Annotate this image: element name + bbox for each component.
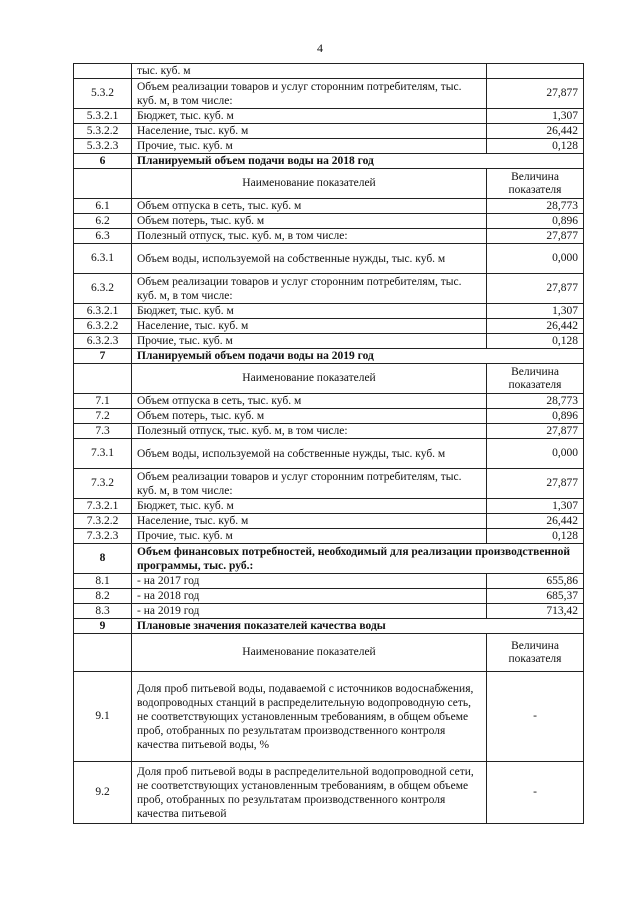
section-title: Планируемый объем подачи воды на 2019 год — [132, 349, 584, 364]
indicator-value: 28,773 — [487, 394, 584, 409]
section-row — [74, 619, 584, 634]
indicator-name: Объем реализации товаров и услуг сторонним потребителям, тыс. куб. м, в том числе: — [132, 274, 487, 304]
table-row — [74, 64, 584, 79]
row-number: 6.3.2.1 — [74, 304, 132, 319]
row-number: 6.2 — [74, 214, 132, 229]
row-number: 5.3.2 — [74, 79, 132, 109]
indicator-value: 27,877 — [487, 274, 584, 304]
indicator-value: 26,442 — [487, 319, 584, 334]
table-row — [74, 604, 584, 619]
column-header-value: Величина показателя — [487, 169, 584, 199]
indicator-name: Прочие, тыс. куб. м — [132, 139, 487, 154]
row-number: 7.1 — [74, 394, 132, 409]
indicator-name: Прочие, тыс. куб. м — [132, 334, 487, 349]
indicator-value: 1,307 — [487, 499, 584, 514]
indicator-value: 0,000 — [487, 244, 584, 274]
indicator-value: 0,128 — [487, 334, 584, 349]
indicator-value: 1,307 — [487, 304, 584, 319]
row-number: 5.3.2.3 — [74, 139, 132, 154]
indicator-name: Объем воды, используемой на собственные нужды, тыс. куб. м — [132, 244, 487, 274]
indicator-value: 27,877 — [487, 469, 584, 499]
indicator-value: 0,000 — [487, 439, 584, 469]
column-header-row — [74, 634, 584, 672]
table-row — [74, 79, 584, 109]
row-number: 8.1 — [74, 574, 132, 589]
table-row — [74, 589, 584, 604]
table-row — [74, 109, 584, 124]
indicator-name: Объем отпуска в сеть, тыс. куб. м — [132, 199, 487, 214]
row-number: 7.3.2 — [74, 469, 132, 499]
column-header-value: Величина показателя — [487, 364, 584, 394]
table-row — [74, 394, 584, 409]
row-number: 6.3 — [74, 229, 132, 244]
indicator-value: 0,128 — [487, 139, 584, 154]
indicator-value: 713,42 — [487, 604, 584, 619]
section-number: 6 — [74, 154, 132, 169]
table-row — [74, 469, 584, 499]
row-number: 5.3.2.1 — [74, 109, 132, 124]
table-row — [74, 514, 584, 529]
indicator-value — [487, 64, 584, 79]
indicator-name: Объем воды, используемой на собственные нужды, тыс. куб. м — [132, 439, 487, 469]
column-header-name: Наименование показателей — [132, 364, 487, 394]
indicator-value: 655,86 — [487, 574, 584, 589]
table-row — [74, 214, 584, 229]
indicator-value: 26,442 — [487, 124, 584, 139]
row-number: 7.3.2.2 — [74, 514, 132, 529]
row-number: 8.3 — [74, 604, 132, 619]
indicator-name: Доля проб питьевой воды в распределительной водопроводной сети, не соответствующих установленным требованиям, в общем объеме проб, отобранных по результатам производственного контроля качества питьевой — [132, 762, 487, 824]
row-number: 7.3.2.1 — [74, 499, 132, 514]
header-number-cell — [74, 364, 132, 394]
section-title: Объем финансовых потребностей, необходимый для реализации производственной программы, тыс. руб.: — [132, 544, 584, 574]
table-row — [74, 574, 584, 589]
section-title: Планируемый объем подачи воды на 2018 год — [132, 154, 584, 169]
row-number: 7.3.2.3 — [74, 529, 132, 544]
row-number: 9.2 — [74, 762, 132, 824]
indicator-name: - на 2017 год — [132, 574, 487, 589]
table-row — [74, 499, 584, 514]
section-row — [74, 154, 584, 169]
header-number-cell — [74, 634, 132, 672]
indicator-value: 27,877 — [487, 424, 584, 439]
indicator-name: Полезный отпуск, тыс. куб. м, в том числе: — [132, 424, 487, 439]
indicator-name: Объем реализации товаров и услуг сторонним потребителям, тыс. куб. м, в том числе: — [132, 469, 487, 499]
indicator-value: 1,307 — [487, 109, 584, 124]
column-header-row — [74, 364, 584, 394]
indicator-value: 685,37 — [487, 589, 584, 604]
indicator-name: Население, тыс. куб. м — [132, 319, 487, 334]
row-number: 7.2 — [74, 409, 132, 424]
table-row — [74, 529, 584, 544]
indicators-table — [73, 63, 584, 824]
row-number: 9.1 — [74, 672, 132, 762]
indicator-name: Бюджет, тыс. куб. м — [132, 304, 487, 319]
indicator-name: Население, тыс. куб. м — [132, 124, 487, 139]
indicator-name: Доля проб питьевой воды, подаваемой с источников водоснабжения, водопроводных станций в распределительную водопроводную сеть, не соответствующих установленным требованиям, в общем объеме проб, отобранных по результатам производственного контроля качества питьевой воды, % — [132, 672, 487, 762]
indicator-name: Объем потерь, тыс. куб. м — [132, 409, 487, 424]
indicator-value: 0,896 — [487, 214, 584, 229]
table-row — [74, 139, 584, 154]
row-number: 7.3 — [74, 424, 132, 439]
table-row — [74, 229, 584, 244]
section-number: 8 — [74, 544, 132, 574]
header-number-cell — [74, 169, 132, 199]
table-row — [74, 762, 584, 824]
section-number: 7 — [74, 349, 132, 364]
indicator-value: 0,896 — [487, 409, 584, 424]
table-row — [74, 334, 584, 349]
table-row — [74, 424, 584, 439]
section-row — [74, 349, 584, 364]
indicator-value: - — [487, 672, 584, 762]
indicator-name: Прочие, тыс. куб. м — [132, 529, 487, 544]
indicator-value: 0,128 — [487, 529, 584, 544]
table-row — [74, 672, 584, 762]
row-number — [74, 64, 132, 79]
indicator-name: Полезный отпуск, тыс. куб. м, в том числе: — [132, 229, 487, 244]
table-row — [74, 199, 584, 214]
row-number: 5.3.2.2 — [74, 124, 132, 139]
table-row — [74, 274, 584, 304]
section-row — [74, 544, 584, 574]
row-number: 6.3.2.2 — [74, 319, 132, 334]
indicator-name: - на 2018 год — [132, 589, 487, 604]
indicator-name: Бюджет, тыс. куб. м — [132, 109, 487, 124]
table-row — [74, 409, 584, 424]
row-number: 7.3.1 — [74, 439, 132, 469]
indicator-value: - — [487, 762, 584, 824]
table-row — [74, 244, 584, 274]
row-number: 6.3.1 — [74, 244, 132, 274]
indicator-value: 28,773 — [487, 199, 584, 214]
table-row — [74, 124, 584, 139]
section-title: Плановые значения показателей качества воды — [132, 619, 584, 634]
column-header-name: Наименование показателей — [132, 169, 487, 199]
indicator-name: Население, тыс. куб. м — [132, 514, 487, 529]
table-row — [74, 319, 584, 334]
indicator-name: тыс. куб. м — [132, 64, 487, 79]
indicator-name: Бюджет, тыс. куб. м — [132, 499, 487, 514]
row-number: 6.1 — [74, 199, 132, 214]
indicator-name: Объем реализации товаров и услуг сторонним потребителям, тыс. куб. м, в том числе: — [132, 79, 487, 109]
table-row — [74, 304, 584, 319]
column-header-name: Наименование показателей — [132, 634, 487, 672]
column-header-row — [74, 169, 584, 199]
indicator-name: Объем потерь, тыс. куб. м — [132, 214, 487, 229]
indicator-name: Объем отпуска в сеть, тыс. куб. м — [132, 394, 487, 409]
row-number: 8.2 — [74, 589, 132, 604]
indicator-name: - на 2019 год — [132, 604, 487, 619]
indicator-value: 27,877 — [487, 79, 584, 109]
page-number: 4 — [317, 41, 323, 55]
column-header-value: Величина показателя — [487, 634, 584, 672]
row-number: 6.3.2.3 — [74, 334, 132, 349]
indicator-value: 26,442 — [487, 514, 584, 529]
indicator-value: 27,877 — [487, 229, 584, 244]
table-row — [74, 439, 584, 469]
section-number: 9 — [74, 619, 132, 634]
row-number: 6.3.2 — [74, 274, 132, 304]
